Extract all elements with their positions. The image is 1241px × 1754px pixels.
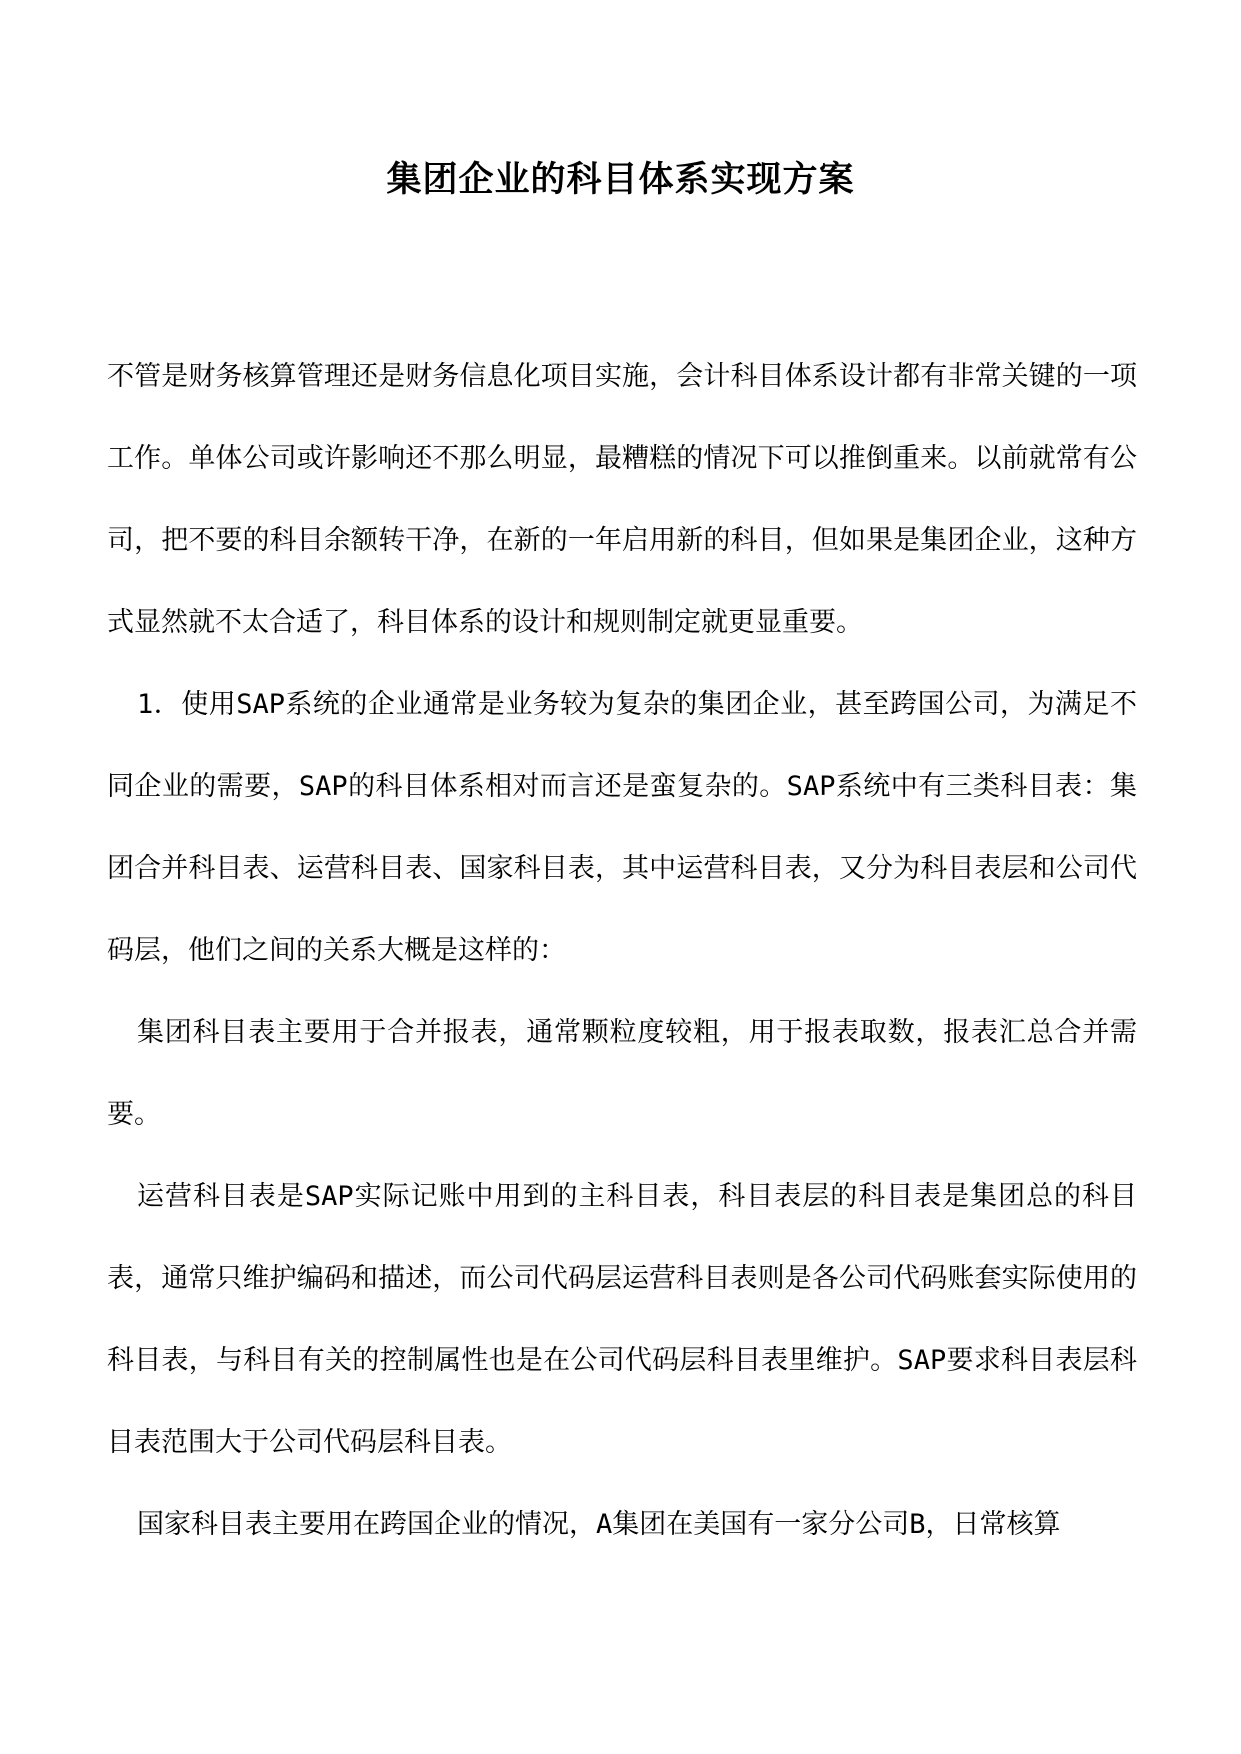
document-title: 集团企业的科目体系实现方案: [386, 160, 855, 200]
paragraph-sap-chart-types: 1．使用SAP系统的企业通常是业务较为复杂的集团企业，甚至跨国公司，为满足不同企业的需要，SAP的科目体系相对而言还是蛮复杂的。SAP系统中有三类科目表：集团合并科目表、运营科目表、国家科目表，其中运营科目表，又分为科目表层和公司代码层，他们之间的关系大概是这样的：: [107, 689, 1137, 966]
paragraph-intro: 不管是财务核算管理还是财务信息化项目实施，会计科目体系设计都有非常关键的一项工作。单体公司或许影响还不那么明显，最糟糕的情况下可以推倒重来。以前就常有公司，把不要的科目余额转干净，在新的一年启用新的科目，但如果是集团企业，这种方式显然就不太合适了，科目体系的设计和规则制定就更显重要。: [107, 361, 1137, 638]
document-body: [107, 336, 1137, 1566]
paragraph-operating-chart: 运营科目表是SAP实际记账中用到的主科目表，科目表层的科目表是集团总的科目表，通常只维护编码和描述，而公司代码层运营科目表则是各公司代码账套实际使用的科目表，与科目有关的控制属性也是在公司代码层科目表里维护。SAP要求科目表层科目表范围大于公司代码层科目表。: [107, 1181, 1137, 1458]
paragraph-country-chart: 国家科目表主要用在跨国企业的情况，A集团在美国有一家分公司B，日常核算: [137, 1509, 1061, 1540]
paragraph-group-chart: 集团科目表主要用于合并报表，通常颗粒度较粗，用于报表取数，报表汇总合并需要。: [107, 1017, 1137, 1130]
